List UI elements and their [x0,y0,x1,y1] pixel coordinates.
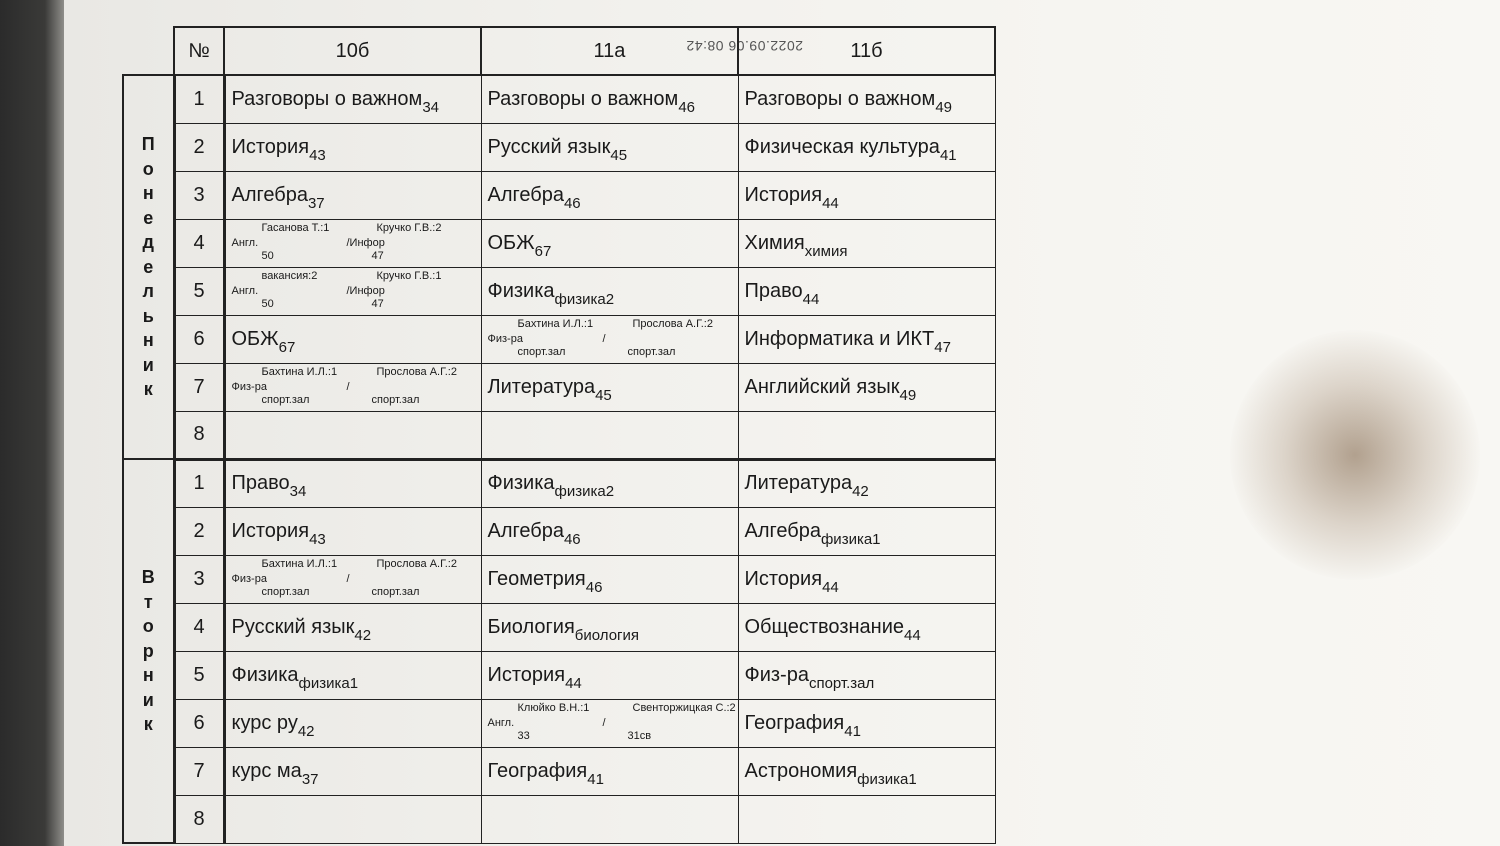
room-1: 50 [261,298,274,310]
subject-name: Русский язык [231,615,355,638]
room-number: 46 [585,578,603,596]
lesson-cell [481,219,738,267]
subject-name: Алгебра [487,519,564,542]
room-1: 33 [517,730,530,742]
day-letter: л [142,281,154,302]
lesson-number: 4 [174,603,224,651]
room-number: 49 [899,386,917,404]
subject-name: Геометрия [487,567,586,590]
lesson-row [123,603,995,651]
lesson-cell [738,363,995,411]
room-number: 44 [822,194,839,212]
room-1: спорт.зал [261,394,310,406]
day-letter: н [142,665,154,686]
subject-name: курс ру [231,711,298,734]
subject-name: Биология [487,615,575,638]
room-number: химия [804,242,848,260]
lesson-number: 3 [174,555,224,603]
subject-name: Физика [487,472,555,494]
lesson-row [123,795,995,843]
teacher-1: вакансия:2 [261,270,318,282]
room-number: 41 [844,722,861,740]
subject-name: Разговоры о важном [487,87,679,110]
subject-name: Алгебра [744,519,821,542]
split-group-lesson [232,268,481,314]
photo-background-left [0,0,64,846]
split-group-lesson [232,556,481,602]
lesson-number: 7 [174,363,224,411]
subject-name: Право [231,472,290,494]
lesson-row [123,315,995,363]
room-2: 47 [371,298,384,310]
lesson-cell [738,747,995,795]
subject-name: История [231,519,310,542]
room-number: 46 [678,98,695,116]
lesson-cell [224,219,481,267]
subject-name: Разговоры о важном [231,87,423,110]
room-number: 44 [565,674,582,692]
subject-name: Алгебра [487,183,564,206]
split-group-lesson [488,700,738,746]
lesson-cell [738,795,995,843]
lesson-row [123,123,995,171]
lesson-cell [224,747,481,795]
room-number: 42 [852,483,869,500]
subject-name: Литература [487,375,596,398]
day-name-vertical [124,565,173,737]
room-2: 47 [371,250,384,262]
lesson-cell [481,555,738,603]
day-letter: и [142,689,154,710]
subject-name: История [487,663,566,686]
lesson-cell [738,411,995,459]
lesson-row [123,507,995,555]
room-number: 46 [563,530,581,548]
lesson-cell [481,795,738,843]
day-letter: о [142,616,154,637]
subject-name: Алгебра [231,183,308,206]
lesson-number: 5 [174,267,224,315]
subject-name: ОБЖ [231,327,279,350]
header-class-11b: 11б [738,27,995,75]
second-subject: / [346,573,350,585]
lesson-number: 2 [174,507,224,555]
lesson-number: 1 [174,75,224,123]
room-number: спорт.зал [808,674,875,692]
lesson-cell [224,315,481,363]
day-letter: к [143,379,153,400]
subject-name: Физика [487,279,555,302]
subject-name: Англ. [231,285,259,297]
room-number: 49 [935,98,952,116]
subject-name: Физика [231,663,299,686]
header-class-10b: 10б [224,27,481,75]
room-number: 34 [422,98,439,116]
teacher-1: Бахтина И.Л.:1 [261,366,338,378]
schedule-table [122,26,996,844]
day-letter: ь [142,305,154,326]
day-label-tuesday [123,459,174,843]
lesson-number: 2 [174,123,224,171]
teacher-1: Бахтина И.Л.:1 [261,558,338,570]
day-letter: д [142,232,154,253]
lesson-row [123,699,995,747]
lesson-cell [481,123,738,171]
lesson-cell [224,75,481,123]
subject-name: Астрономия [744,759,858,782]
print-timestamp: 2022.09.06 08:42 [686,38,803,54]
room-number: 44 [802,290,820,308]
lesson-cell [481,411,738,459]
lesson-row [123,171,995,219]
room-1: спорт.зал [517,346,566,358]
day-letter: т [143,591,153,612]
lesson-number: 1 [174,459,224,507]
second-subject: /Инфор [346,237,385,249]
lesson-row [123,219,995,267]
lesson-row [123,75,995,123]
teacher-2: Прослова А.Г.:2 [632,318,713,330]
subject-name: Химия [744,231,805,254]
lesson-cell [224,459,481,507]
subject-name: Англ. [231,237,259,249]
subject-name: курс ма [231,759,302,782]
lesson-cell [224,363,481,411]
day-letter: н [142,183,154,204]
room-1: спорт.зал [261,586,310,598]
teacher-1: Клюйко В.Н.:1 [517,702,590,714]
room-number: 41 [587,770,604,788]
day-letter: е [143,256,154,277]
room-2: спорт.зал [371,394,420,406]
room-number: 47 [934,338,951,356]
lesson-row [123,747,995,795]
lesson-cell [738,315,995,363]
teacher-2: Свенторжицкая С.:2 [632,702,736,714]
lesson-number: 6 [174,699,224,747]
lesson-cell [224,123,481,171]
room-number: физика1 [820,530,881,548]
day-name-vertical [124,132,173,402]
lesson-cell [738,171,995,219]
lesson-number: 3 [174,171,224,219]
lesson-number: 8 [174,795,224,843]
room-number: физика1 [857,770,917,788]
lesson-row [123,267,995,315]
day-letter: н [142,330,154,351]
lesson-cell [481,75,738,123]
lesson-cell [738,219,995,267]
split-group-lesson [232,364,481,410]
room-number: 43 [309,146,326,164]
room-1: 50 [261,250,274,262]
subject-name: Право [744,279,803,302]
header-blank [123,27,174,75]
lesson-cell [224,171,481,219]
lesson-cell [481,651,738,699]
second-subject: / [602,333,606,345]
lesson-cell [224,651,481,699]
lesson-cell [224,555,481,603]
subject-name: Разговоры о важном [744,87,936,110]
subject-name: Русский язык [487,135,611,158]
day-letter: и [142,354,154,375]
room-number: биология [574,626,640,644]
room-number: 44 [904,626,921,644]
lesson-cell [738,603,995,651]
lesson-number: 8 [174,411,224,459]
room-number: 42 [297,722,315,740]
subject-name: Информатика и ИКТ [744,327,935,350]
subject-name: ОБЖ [487,231,535,254]
subject-name: Физ-ра [744,663,809,686]
lesson-row [123,651,995,699]
lesson-row [123,459,995,507]
photo-shadow [1230,330,1480,580]
teacher-2: Кручко Г.В.:1 [376,270,442,282]
lesson-cell [224,603,481,651]
lesson-cell [481,315,738,363]
lesson-cell [738,651,995,699]
room-number: 67 [278,338,296,356]
lesson-cell [481,699,738,747]
teacher-2: Кручко Г.В.:2 [376,222,442,234]
lesson-number: 7 [174,747,224,795]
lesson-row [123,555,995,603]
day-letter: П [141,134,155,155]
subject-name: География [744,711,845,734]
room-number: 46 [563,194,581,212]
lesson-cell [481,171,738,219]
teacher-2: Прослова А.Г.:2 [376,558,457,570]
subject-name: Обществознание [744,615,905,638]
lesson-cell [738,267,995,315]
room-number: 43 [309,530,326,548]
room-number: 45 [595,386,612,404]
subject-name: География [487,759,588,782]
day-letter: о [142,158,154,179]
subject-name: Физ-ра [487,333,523,345]
lesson-number: 5 [174,651,224,699]
teacher-1: Гасанова Т.:1 [261,222,330,234]
lesson-cell [481,363,738,411]
room-number: физика2 [554,290,615,308]
room-number: 37 [307,194,325,212]
room-number: 41 [939,146,957,164]
lesson-row [123,363,995,411]
lesson-row [123,411,995,459]
room-2: спорт.зал [627,346,676,358]
room-number: 42 [354,626,372,644]
subject-name: Физическая культура [744,135,940,158]
teacher-1: Бахтина И.Л.:1 [517,318,594,330]
lesson-cell [738,123,995,171]
room-number: физика2 [554,483,615,500]
teacher-2: Прослова А.Г.:2 [376,366,457,378]
lesson-number: 4 [174,219,224,267]
split-group-lesson [488,316,738,362]
lesson-cell [224,411,481,459]
day-label-monday [123,75,174,459]
second-subject: /Инфор [346,285,385,297]
subject-name: Английский язык [744,375,900,398]
second-subject: / [602,717,606,729]
subject-name: История [744,567,823,590]
subject-name: Физ-ра [231,573,267,585]
split-group-lesson [232,220,481,266]
header-row [123,27,995,75]
room-number: 37 [301,770,319,788]
room-number: 45 [610,146,628,164]
lesson-cell [738,75,995,123]
room-2: спорт.зал [371,586,420,598]
lesson-cell [738,699,995,747]
lesson-cell [738,459,995,507]
room-number: физика1 [298,674,359,692]
lesson-cell [481,459,738,507]
lesson-cell [224,699,481,747]
room-2: 31св [627,730,652,742]
day-letter: В [141,567,155,588]
lesson-cell [481,267,738,315]
lesson-cell [481,507,738,555]
day-letter: р [142,640,154,661]
subject-name: История [744,183,823,206]
lesson-cell [481,603,738,651]
schedule-body [123,75,995,843]
lesson-cell [224,795,481,843]
subject-name: История [231,135,310,158]
subject-name: Англ. [487,717,515,729]
header-number: № [174,27,224,75]
lesson-cell [224,507,481,555]
subject-name: Литература [744,472,853,494]
room-number: 44 [822,578,839,596]
subject-name: Физ-ра [231,381,267,393]
lesson-cell [481,747,738,795]
room-number: 34 [289,483,307,500]
lesson-number: 6 [174,315,224,363]
lesson-cell [738,555,995,603]
room-number: 67 [534,242,552,260]
second-subject: / [346,381,350,393]
day-letter: к [143,714,153,735]
lesson-cell [738,507,995,555]
header-class-11a: 11а [481,27,738,75]
day-letter: е [143,207,154,228]
lesson-cell [224,267,481,315]
